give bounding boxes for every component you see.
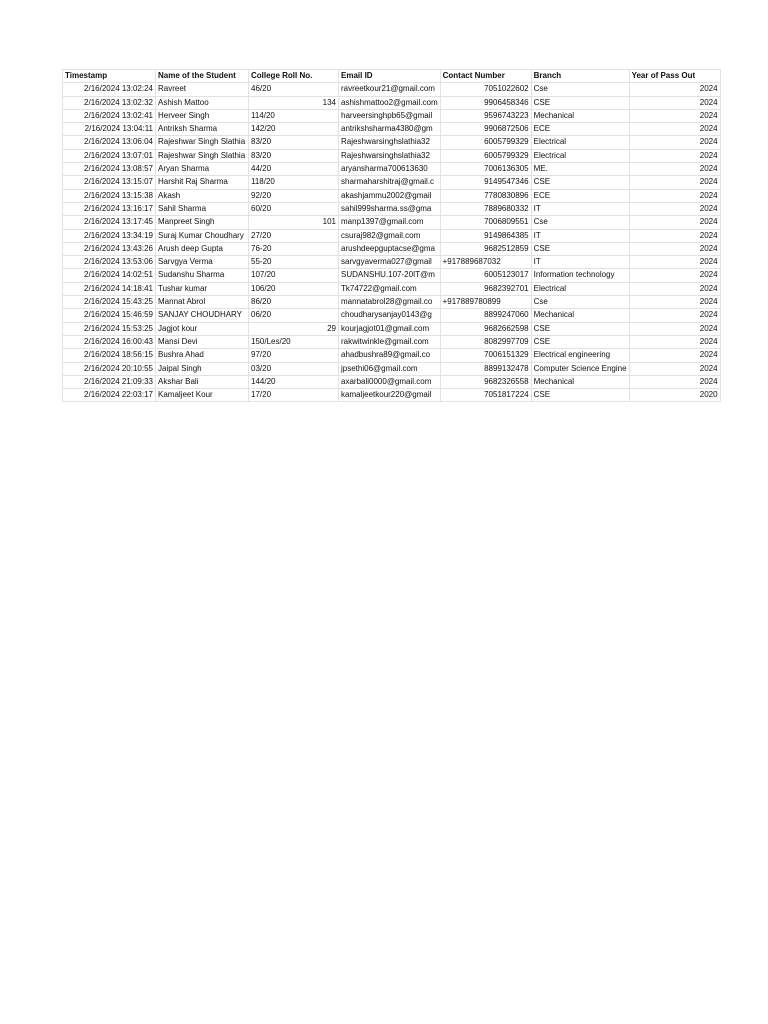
table-row [63, 309, 721, 322]
cell-branch[interactable]: Mechanical [531, 309, 629, 322]
header-college-roll-no: College Roll No. [249, 70, 339, 83]
cell-timestamp[interactable]: 2/16/2024 13:43:26 [63, 242, 156, 255]
cell-branch[interactable]: CSE [531, 335, 629, 348]
cell-college-roll-no[interactable]: 134 [249, 96, 339, 109]
table-row [63, 282, 721, 295]
cell-email-id[interactable]: ravreetkour21@gmail.com [339, 83, 441, 96]
cell-year-of-pass-out[interactable]: 2024 [629, 136, 720, 149]
cell-student-name[interactable]: Bushra Ahad [156, 349, 249, 362]
cell-branch[interactable]: Computer Science Engine [531, 362, 629, 375]
cell-student-name[interactable]: Arush deep Gupta [156, 242, 249, 255]
cell-college-roll-no[interactable]: 27/20 [249, 229, 339, 242]
cell-timestamp[interactable]: 2/16/2024 13:08:57 [63, 163, 156, 176]
cell-branch[interactable]: ECE [531, 189, 629, 202]
cell-college-roll-no[interactable]: 101 [249, 216, 339, 229]
cell-student-name[interactable]: Sudanshu Sharma [156, 269, 249, 282]
cell-student-name[interactable]: Aryan Sharma [156, 163, 249, 176]
cell-email-id[interactable]: manp1397@gmail.com [339, 216, 441, 229]
cell-email-id[interactable]: ahadbushra89@gmail.co [339, 349, 441, 362]
cell-email-id[interactable]: choudharysanjay0143@g [339, 309, 441, 322]
cell-student-name[interactable]: Harshit Raj Sharma [156, 176, 249, 189]
cell-timestamp[interactable]: 2/16/2024 13:53:06 [63, 256, 156, 269]
header-year-of-pass-out: Year of Pass Out [629, 70, 720, 83]
cell-contact-number[interactable]: 7006809551 [440, 216, 531, 229]
cell-contact-number[interactable]: 7006136305 [440, 163, 531, 176]
table-row [63, 216, 721, 229]
table-body [63, 83, 721, 402]
cell-student-name[interactable]: Sahil Sharma [156, 202, 249, 215]
cell-student-name[interactable]: Antriksh Sharma [156, 123, 249, 136]
cell-email-id[interactable]: csuraj982@gmail.com [339, 229, 441, 242]
table-row [63, 176, 721, 189]
header-branch: Branch [531, 70, 629, 83]
cell-branch[interactable]: Mechanical [531, 109, 629, 122]
table-row [63, 296, 721, 309]
cell-contact-number[interactable]: 9682326558 [440, 375, 531, 388]
cell-email-id[interactable]: Tk74722@gmail.com [339, 282, 441, 295]
cell-year-of-pass-out[interactable]: 2024 [629, 256, 720, 269]
cell-email-id[interactable]: harveersinghpb65@gmail [339, 109, 441, 122]
cell-contact-number[interactable]: 7780830896 [440, 189, 531, 202]
cell-student-name[interactable]: Sarvgya Verma [156, 256, 249, 269]
cell-branch[interactable]: Mechanical [531, 375, 629, 388]
cell-year-of-pass-out[interactable]: 2024 [629, 296, 720, 309]
cell-contact-number[interactable]: +917889780899 [440, 296, 531, 309]
cell-contact-number[interactable]: 8082997709 [440, 335, 531, 348]
cell-timestamp[interactable]: 2/16/2024 13:04:11 [63, 123, 156, 136]
cell-email-id[interactable]: Rajeshwarsinghslathia32 [339, 149, 441, 162]
cell-timestamp[interactable]: 2/16/2024 13:07:01 [63, 149, 156, 162]
cell-college-roll-no[interactable]: 107/20 [249, 269, 339, 282]
table-row [63, 269, 721, 282]
cell-email-id[interactable]: axarbali0000@gmail.com [339, 375, 441, 388]
cell-timestamp[interactable]: 2/16/2024 13:34:19 [63, 229, 156, 242]
cell-student-name[interactable]: Jagjot kour [156, 322, 249, 335]
cell-contact-number[interactable]: 8899247060 [440, 309, 531, 322]
cell-student-name[interactable]: Rajeshwar Singh Slathia [156, 149, 249, 162]
cell-email-id[interactable]: akashjammu2002@gmail [339, 189, 441, 202]
cell-email-id[interactable]: SUDANSHU.107-20IT@m [339, 269, 441, 282]
table-row [63, 189, 721, 202]
table-row [63, 375, 721, 388]
table-row [63, 149, 721, 162]
cell-student-name[interactable]: Mannat Abrol [156, 296, 249, 309]
table-row [63, 163, 721, 176]
cell-year-of-pass-out[interactable]: 2020 [629, 389, 720, 402]
cell-contact-number[interactable]: 9682662598 [440, 322, 531, 335]
table-row [63, 96, 721, 109]
table-row [63, 335, 721, 348]
cell-timestamp[interactable]: 2/16/2024 22:03:17 [63, 389, 156, 402]
cell-year-of-pass-out[interactable]: 2024 [629, 349, 720, 362]
cell-year-of-pass-out[interactable]: 2024 [629, 229, 720, 242]
cell-timestamp[interactable]: 2/16/2024 15:53:25 [63, 322, 156, 335]
cell-college-roll-no[interactable]: 55-20 [249, 256, 339, 269]
cell-branch[interactable]: Cse [531, 83, 629, 96]
cell-student-name[interactable]: Kamaljeet Kour [156, 389, 249, 402]
cell-student-name[interactable]: SANJAY CHOUDHARY [156, 309, 249, 322]
table-row [63, 389, 721, 402]
cell-timestamp[interactable]: 2/16/2024 18:56:15 [63, 349, 156, 362]
cell-college-roll-no[interactable]: 83/20 [249, 136, 339, 149]
cell-year-of-pass-out[interactable]: 2024 [629, 335, 720, 348]
cell-contact-number[interactable]: 6005123017 [440, 269, 531, 282]
cell-contact-number[interactable]: 9906872506 [440, 123, 531, 136]
cell-timestamp[interactable]: 2/16/2024 13:02:24 [63, 83, 156, 96]
cell-contact-number[interactable]: 7051817224 [440, 389, 531, 402]
cell-year-of-pass-out[interactable]: 2024 [629, 282, 720, 295]
cell-email-id[interactable]: kamaljeetkour220@gmail [339, 389, 441, 402]
cell-timestamp[interactable]: 2/16/2024 13:02:41 [63, 109, 156, 122]
cell-timestamp[interactable]: 2/16/2024 16:00:43 [63, 335, 156, 348]
cell-branch[interactable]: ME. [531, 163, 629, 176]
cell-college-roll-no[interactable]: 144/20 [249, 375, 339, 388]
cell-branch[interactable]: CSE [531, 389, 629, 402]
cell-branch[interactable]: Electrical engineering [531, 349, 629, 362]
table-row [63, 109, 721, 122]
cell-branch[interactable]: CSE [531, 96, 629, 109]
cell-timestamp[interactable]: 2/16/2024 21:09:33 [63, 375, 156, 388]
cell-contact-number[interactable]: 9682392701 [440, 282, 531, 295]
cell-email-id[interactable]: sahil999sharma.ss@gma [339, 202, 441, 215]
cell-branch[interactable]: Information technology [531, 269, 629, 282]
cell-email-id[interactable]: Rajeshwarsinghslathia32 [339, 136, 441, 149]
table-row [63, 202, 721, 215]
cell-year-of-pass-out[interactable]: 2024 [629, 216, 720, 229]
cell-contact-number[interactable]: 9596743223 [440, 109, 531, 122]
cell-student-name[interactable]: Tushar kumar [156, 282, 249, 295]
table-row [63, 349, 721, 362]
cell-contact-number[interactable]: 9682512859 [440, 242, 531, 255]
cell-year-of-pass-out[interactable]: 2024 [629, 362, 720, 375]
cell-college-roll-no[interactable]: 06/20 [249, 309, 339, 322]
cell-contact-number[interactable]: 9149547346 [440, 176, 531, 189]
cell-college-roll-no[interactable]: 44/20 [249, 163, 339, 176]
cell-email-id[interactable]: antrikshsharma4380@gm [339, 123, 441, 136]
cell-student-name[interactable]: Mansi Devi [156, 335, 249, 348]
table-row [63, 136, 721, 149]
cell-contact-number[interactable]: 7889680332 [440, 202, 531, 215]
cell-email-id[interactable]: sharmaharshitraj@gmail.c [339, 176, 441, 189]
cell-college-roll-no[interactable]: 46/20 [249, 83, 339, 96]
table-row [63, 256, 721, 269]
cell-student-name[interactable]: Ashish Mattoo [156, 96, 249, 109]
table-row [63, 362, 721, 375]
cell-contact-number[interactable]: 9906458346 [440, 96, 531, 109]
cell-college-roll-no[interactable]: 142/20 [249, 123, 339, 136]
cell-college-roll-no[interactable]: 86/20 [249, 296, 339, 309]
cell-student-name[interactable]: Rajeshwar Singh Slathia [156, 136, 249, 149]
cell-college-roll-no[interactable]: 29 [249, 322, 339, 335]
cell-branch[interactable]: Electrical [531, 282, 629, 295]
cell-branch[interactable]: IT [531, 202, 629, 215]
header-contact-number: Contact Number [440, 70, 531, 83]
cell-student-name[interactable]: Akshar Bali [156, 375, 249, 388]
cell-email-id[interactable]: mannatabrol28@gmail.co [339, 296, 441, 309]
cell-email-id[interactable]: arushdeepguptacse@gma [339, 242, 441, 255]
cell-year-of-pass-out[interactable]: 2024 [629, 83, 720, 96]
cell-branch[interactable]: CSE [531, 242, 629, 255]
table-row [63, 123, 721, 136]
cell-timestamp[interactable]: 2/16/2024 13:17:45 [63, 216, 156, 229]
cell-college-roll-no[interactable]: 114/20 [249, 109, 339, 122]
cell-college-roll-no[interactable]: 83/20 [249, 149, 339, 162]
table-row [63, 229, 721, 242]
cell-contact-number[interactable]: 9149864385 [440, 229, 531, 242]
cell-student-name[interactable]: Jaipal Singh [156, 362, 249, 375]
cell-year-of-pass-out[interactable]: 2024 [629, 202, 720, 215]
cell-contact-number[interactable]: 7051022602 [440, 83, 531, 96]
cell-year-of-pass-out[interactable]: 2024 [629, 109, 720, 122]
cell-contact-number[interactable]: +917889687032 [440, 256, 531, 269]
cell-branch[interactable]: Cse [531, 296, 629, 309]
cell-college-roll-no[interactable]: 60/20 [249, 202, 339, 215]
cell-year-of-pass-out[interactable]: 2024 [629, 149, 720, 162]
cell-timestamp[interactable]: 2/16/2024 14:02:51 [63, 269, 156, 282]
cell-branch[interactable]: IT [531, 229, 629, 242]
cell-timestamp[interactable]: 2/16/2024 15:46:59 [63, 309, 156, 322]
cell-year-of-pass-out[interactable]: 2024 [629, 189, 720, 202]
cell-college-roll-no[interactable]: 118/20 [249, 176, 339, 189]
cell-contact-number[interactable]: 6005799329 [440, 149, 531, 162]
header-row [63, 70, 721, 83]
cell-student-name[interactable]: Manpreet Singh [156, 216, 249, 229]
cell-timestamp[interactable]: 2/16/2024 14:18:41 [63, 282, 156, 295]
cell-college-roll-no[interactable]: 17/20 [249, 389, 339, 402]
cell-student-name[interactable]: Suraj Kumar Choudhary [156, 229, 249, 242]
cell-timestamp[interactable]: 2/16/2024 13:16:17 [63, 202, 156, 215]
cell-student-name[interactable]: Herveer Singh [156, 109, 249, 122]
table-row [63, 242, 721, 255]
cell-branch[interactable]: IT [531, 256, 629, 269]
cell-year-of-pass-out[interactable]: 2024 [629, 375, 720, 388]
cell-timestamp[interactable]: 2/16/2024 13:15:38 [63, 189, 156, 202]
cell-student-name[interactable]: Akash [156, 189, 249, 202]
cell-contact-number[interactable]: 8899132478 [440, 362, 531, 375]
spreadsheet [62, 69, 721, 402]
cell-college-roll-no[interactable]: 76-20 [249, 242, 339, 255]
cell-email-id[interactable]: jpsethi06@gmail.com [339, 362, 441, 375]
cell-email-id[interactable]: kourjagjot01@gmail.com [339, 322, 441, 335]
cell-college-roll-no[interactable]: 92/20 [249, 189, 339, 202]
cell-contact-number[interactable]: 6005799329 [440, 136, 531, 149]
header-email-id: Email ID [339, 70, 441, 83]
cell-college-roll-no[interactable]: 97/20 [249, 349, 339, 362]
cell-college-roll-no[interactable]: 106/20 [249, 282, 339, 295]
cell-year-of-pass-out[interactable]: 2024 [629, 309, 720, 322]
cell-timestamp[interactable]: 2/16/2024 15:43:25 [63, 296, 156, 309]
table-row [63, 322, 721, 335]
cell-timestamp[interactable]: 2/16/2024 20:10:55 [63, 362, 156, 375]
cell-branch[interactable]: CSE [531, 322, 629, 335]
cell-branch[interactable]: ECE [531, 123, 629, 136]
header-timestamp: Timestamp [63, 70, 156, 83]
cell-email-id[interactable]: rakwitwinkle@gmail.com [339, 335, 441, 348]
cell-timestamp[interactable]: 2/16/2024 13:15:07 [63, 176, 156, 189]
cell-year-of-pass-out[interactable]: 2024 [629, 269, 720, 282]
cell-timestamp[interactable]: 2/16/2024 13:06:04 [63, 136, 156, 149]
cell-college-roll-no[interactable]: 03/20 [249, 362, 339, 375]
cell-year-of-pass-out[interactable]: 2024 [629, 163, 720, 176]
cell-student-name[interactable]: Ravreet [156, 83, 249, 96]
cell-timestamp[interactable]: 2/16/2024 13:02:32 [63, 96, 156, 109]
header-student-name: Name of the Student [156, 70, 249, 83]
student-table [62, 69, 721, 402]
cell-year-of-pass-out[interactable]: 2024 [629, 96, 720, 109]
cell-branch[interactable]: Electrical [531, 136, 629, 149]
cell-email-id[interactable]: sarvgyaverma027@gmail [339, 256, 441, 269]
cell-branch[interactable]: CSE [531, 176, 629, 189]
cell-college-roll-no[interactable]: 150/Les/20 [249, 335, 339, 348]
cell-contact-number[interactable]: 7006151329 [440, 349, 531, 362]
cell-branch[interactable]: Cse [531, 216, 629, 229]
cell-year-of-pass-out[interactable]: 2024 [629, 242, 720, 255]
cell-year-of-pass-out[interactable]: 2024 [629, 322, 720, 335]
cell-email-id[interactable]: aryansharma700613630 [339, 163, 441, 176]
cell-branch[interactable]: Electrical [531, 149, 629, 162]
table-row [63, 83, 721, 96]
cell-email-id[interactable]: ashishmattoo2@gmail.com [339, 96, 441, 109]
cell-year-of-pass-out[interactable]: 2024 [629, 123, 720, 136]
cell-year-of-pass-out[interactable]: 2024 [629, 176, 720, 189]
